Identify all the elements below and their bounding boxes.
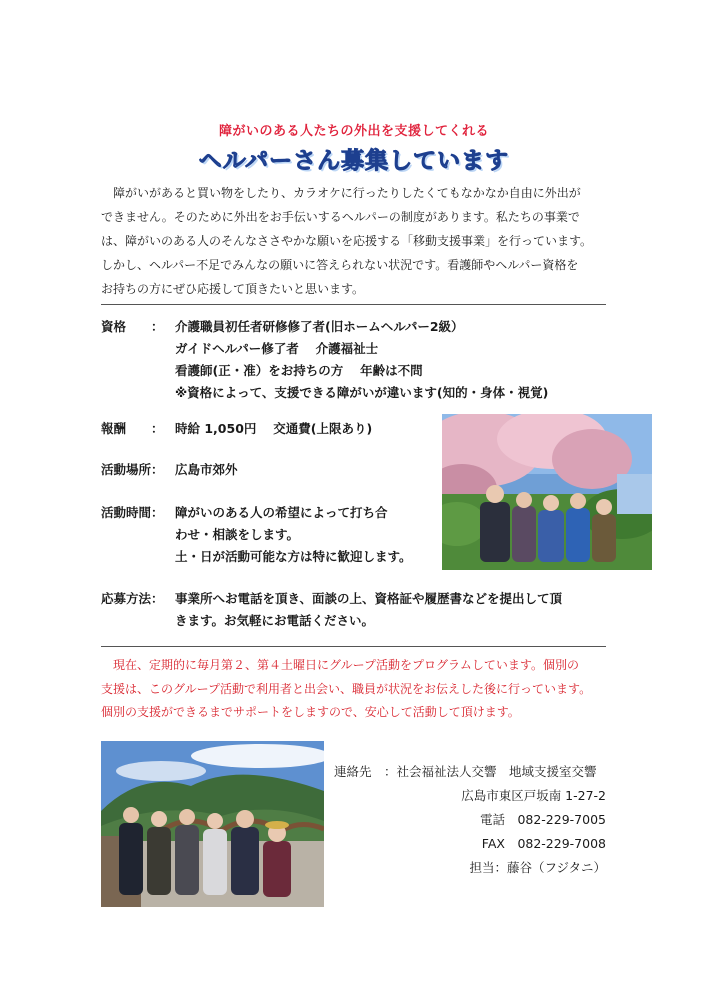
- poster-subtitle: 障がいのある人たちの外出を支援してくれる: [218, 124, 489, 139]
- hours-values: [175, 502, 412, 568]
- contact-tel: 電話 082-229-7005: [479, 812, 606, 827]
- intro-line: 障がいがあると買い物をしたり、カラオケに行ったりしたくてもなかなか自由に外出が: [101, 186, 581, 200]
- intro-line: は、障がいのある人のそんなささやかな願いを応援する「移動支援事業」を行っています。: [101, 234, 593, 248]
- divider-bottom: [101, 646, 606, 647]
- apply-values: [175, 588, 562, 632]
- hours-label: 活動時間：: [101, 505, 164, 520]
- contact-person: 担当：藤谷（フジタニ）: [469, 860, 606, 875]
- location-label: 活動場所：: [101, 462, 164, 477]
- intro-paragraph: [101, 181, 611, 301]
- pay-value: 時給 1,050円 交通費(上限あり): [175, 421, 373, 436]
- qualification-line: ※資格によって、支援できる障がいが違います(知的・身体・視覚): [175, 385, 549, 400]
- hours-line: 障がいのある人の希望によって打ち合: [175, 505, 388, 520]
- poster-headline: ヘルパーさん募集しています: [198, 148, 510, 174]
- qualification-line: 看護師(正・准）をお持ちの方 年齢は不問: [175, 363, 423, 378]
- hours-line: 土・日が活動可能な方は特に歓迎します。: [175, 549, 412, 564]
- contact-fax: FAX 082-229-7008: [481, 836, 606, 851]
- intro-line: しかし、ヘルパー不足でみんなの願いに答えられない状況です。看護師やヘルパー資格を: [101, 258, 579, 272]
- pay-label: 報酬 ：: [101, 421, 164, 436]
- cherry-blossom-group-photo: [442, 414, 652, 570]
- notice-line: 現在、定期的に毎月第２、第４土曜日にグループ活動をプログラムしています。個別の: [101, 658, 579, 672]
- qualification-values: [175, 316, 548, 404]
- bridge-group-photo: [101, 741, 324, 907]
- apply-line: 事業所へお電話を頂き、面談の上、資格証や履歴書などを提出して頂: [175, 591, 563, 606]
- qualification-label: 資格 ：: [101, 319, 164, 334]
- qualification-line: ガイドヘルパー修了者 介護福祉士: [175, 341, 379, 356]
- qualification-line: 介護職員初任者研修修了者(旧ホームヘルパー2級）: [175, 319, 464, 334]
- location-value: 広島市郊外: [175, 462, 238, 477]
- divider-top: [101, 304, 606, 305]
- apply-line: きます。お気軽にお電話ください。: [175, 613, 375, 628]
- apply-label: 応募方法：: [101, 591, 164, 606]
- intro-line: お持ちの方にぜひ応援して頂きたいと思います。: [101, 282, 365, 296]
- notice-line: 個別の支援ができるまでサポートをしますので、安心して活動して頂けます。: [101, 705, 520, 719]
- contact-label: 連絡先 ：社会福祉法人交響 地域支援室交響: [334, 764, 597, 779]
- intro-line: できません。そのために外出をお手伝いするヘルパーの制度があります。私たちの事業で: [101, 210, 580, 224]
- group-activity-notice: [101, 654, 611, 725]
- hours-line: わせ・相談をします。: [175, 527, 300, 542]
- contact-address: 広島市東区戸坂南 1-27-2: [461, 788, 606, 803]
- notice-line: 支援は、このグループ活動で利用者と出会い、職員が状況をお伝えした後に行っています。: [101, 681, 592, 696]
